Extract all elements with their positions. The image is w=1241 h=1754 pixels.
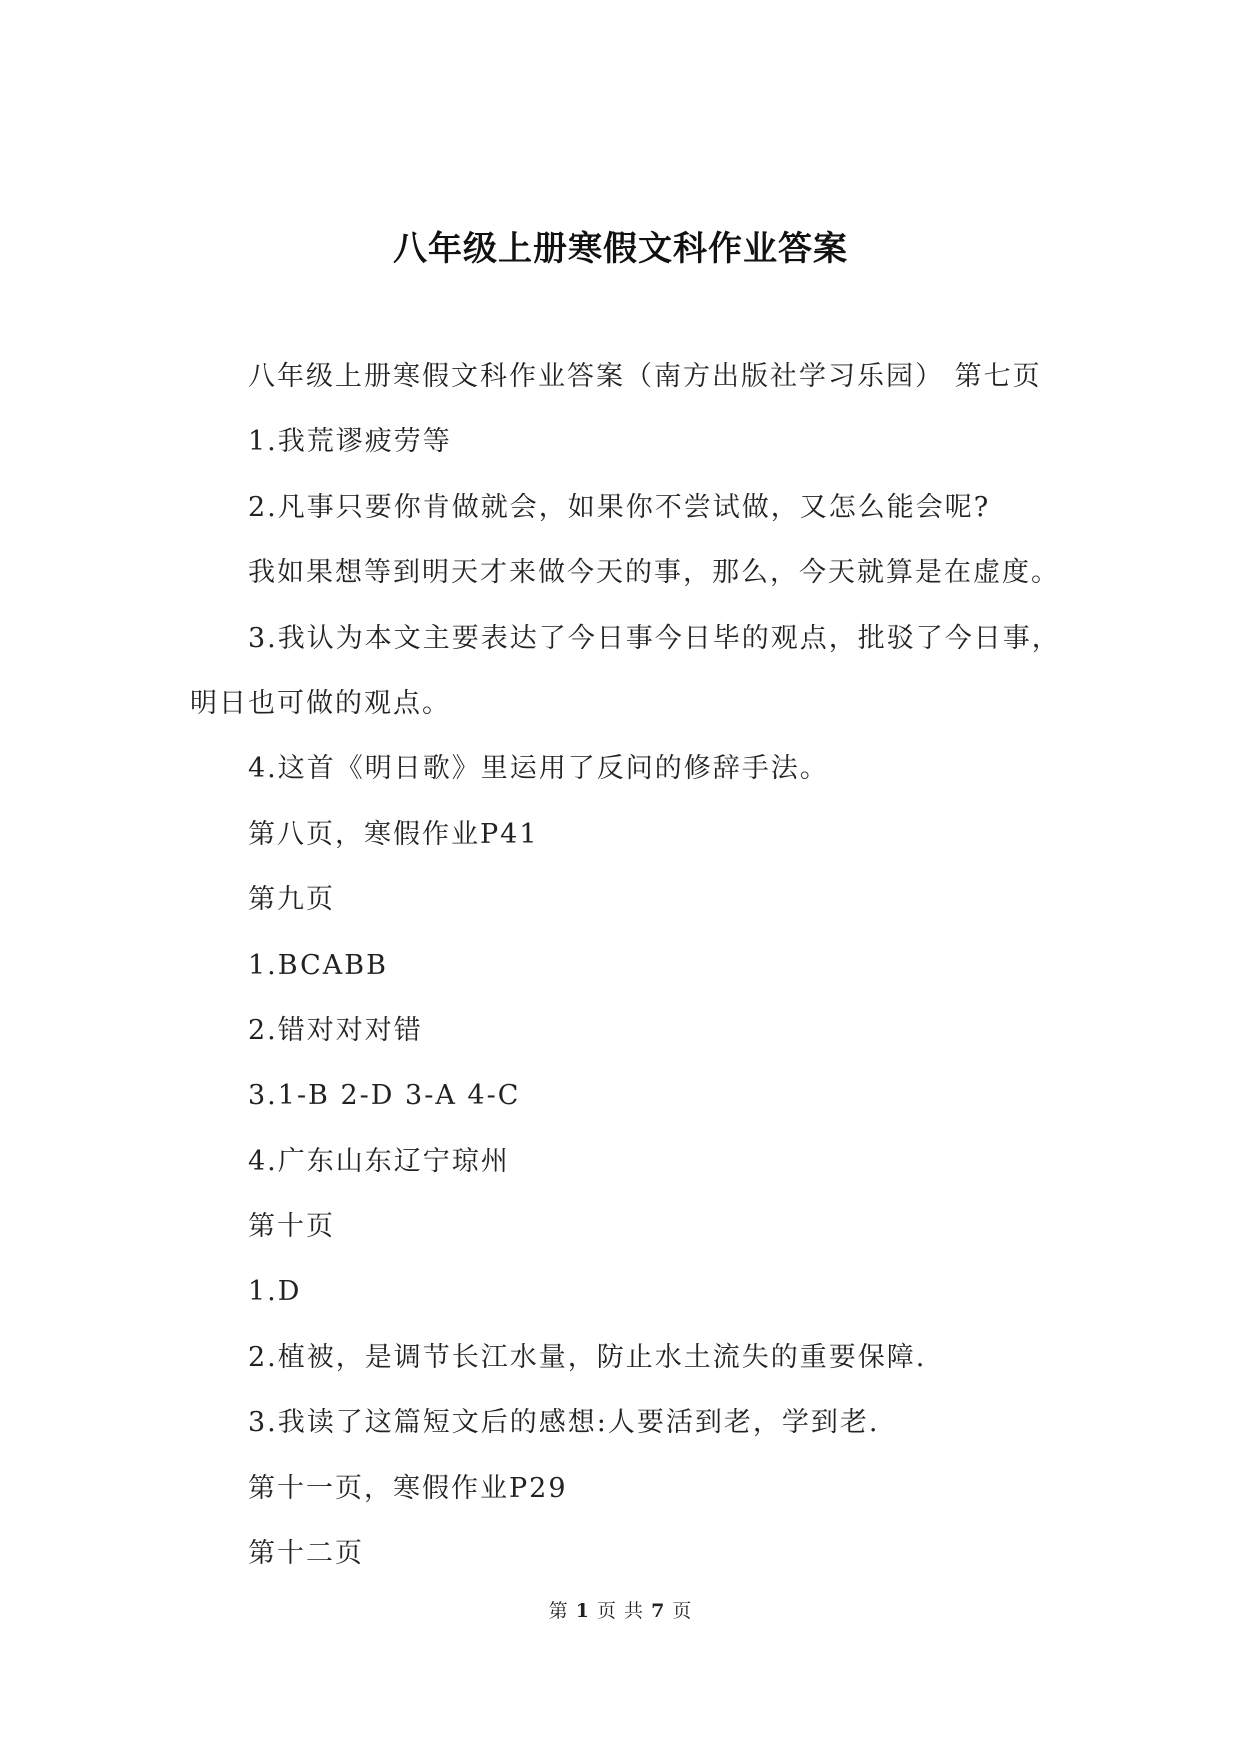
body-line-intro: 八年级上册寒假文科作业答案（南方出版社学习乐园） 第七页: [248, 361, 1042, 392]
body-line: 3.我认为本文主要表达了今日事今日毕的观点，批驳了今日事，: [248, 622, 1061, 654]
document-title: 八年级上册寒假文科作业答案: [393, 229, 848, 269]
total-pages-number: 7: [651, 1600, 666, 1622]
body-line: 1.我荒谬疲劳等: [248, 426, 452, 458]
body-line: 3.1-B 2-D 3-A 4-C: [248, 1080, 521, 1112]
footer-middle: 页 共: [596, 1600, 645, 1622]
body-line: 我如果想等到明天才来做今天的事，那么，今天就算是在虚度。: [248, 557, 1060, 589]
document-body: [190, 344, 1060, 1586]
body-line: 4.广东山东辽宁琼州: [248, 1145, 510, 1177]
section-heading: 第十二页: [248, 1538, 364, 1570]
section-heading: 第八页，寒假作业P41: [248, 818, 539, 850]
footer-suffix: 页: [672, 1600, 693, 1622]
body-line: 1.BCABB: [248, 949, 388, 981]
footer-prefix: 第: [548, 1600, 569, 1622]
body-line: 2.植被，是调节长江水量，防止水土流失的重要保障.: [248, 1341, 927, 1373]
body-line: 2.错对对对错: [248, 1014, 423, 1046]
page-footer: [0, 1596, 1241, 1626]
section-heading: 第十页: [248, 1211, 335, 1243]
section-heading: 第十一页，寒假作业P29: [248, 1472, 568, 1504]
current-page-number: 1: [575, 1600, 590, 1622]
body-line: 4.这首《明日歌》里运用了反问的修辞手法。: [248, 753, 829, 785]
section-heading: 第九页: [248, 884, 335, 916]
body-line: 2.凡事只要你肯做就会，如果你不尝试做，又怎么能会呢?: [248, 491, 991, 523]
body-line-continuation: 明日也可做的观点。: [190, 687, 451, 719]
body-line: 1.D: [248, 1276, 302, 1308]
body-line: 3.我读了这篇短文后的感想:人要活到老，学到老.: [248, 1407, 880, 1439]
